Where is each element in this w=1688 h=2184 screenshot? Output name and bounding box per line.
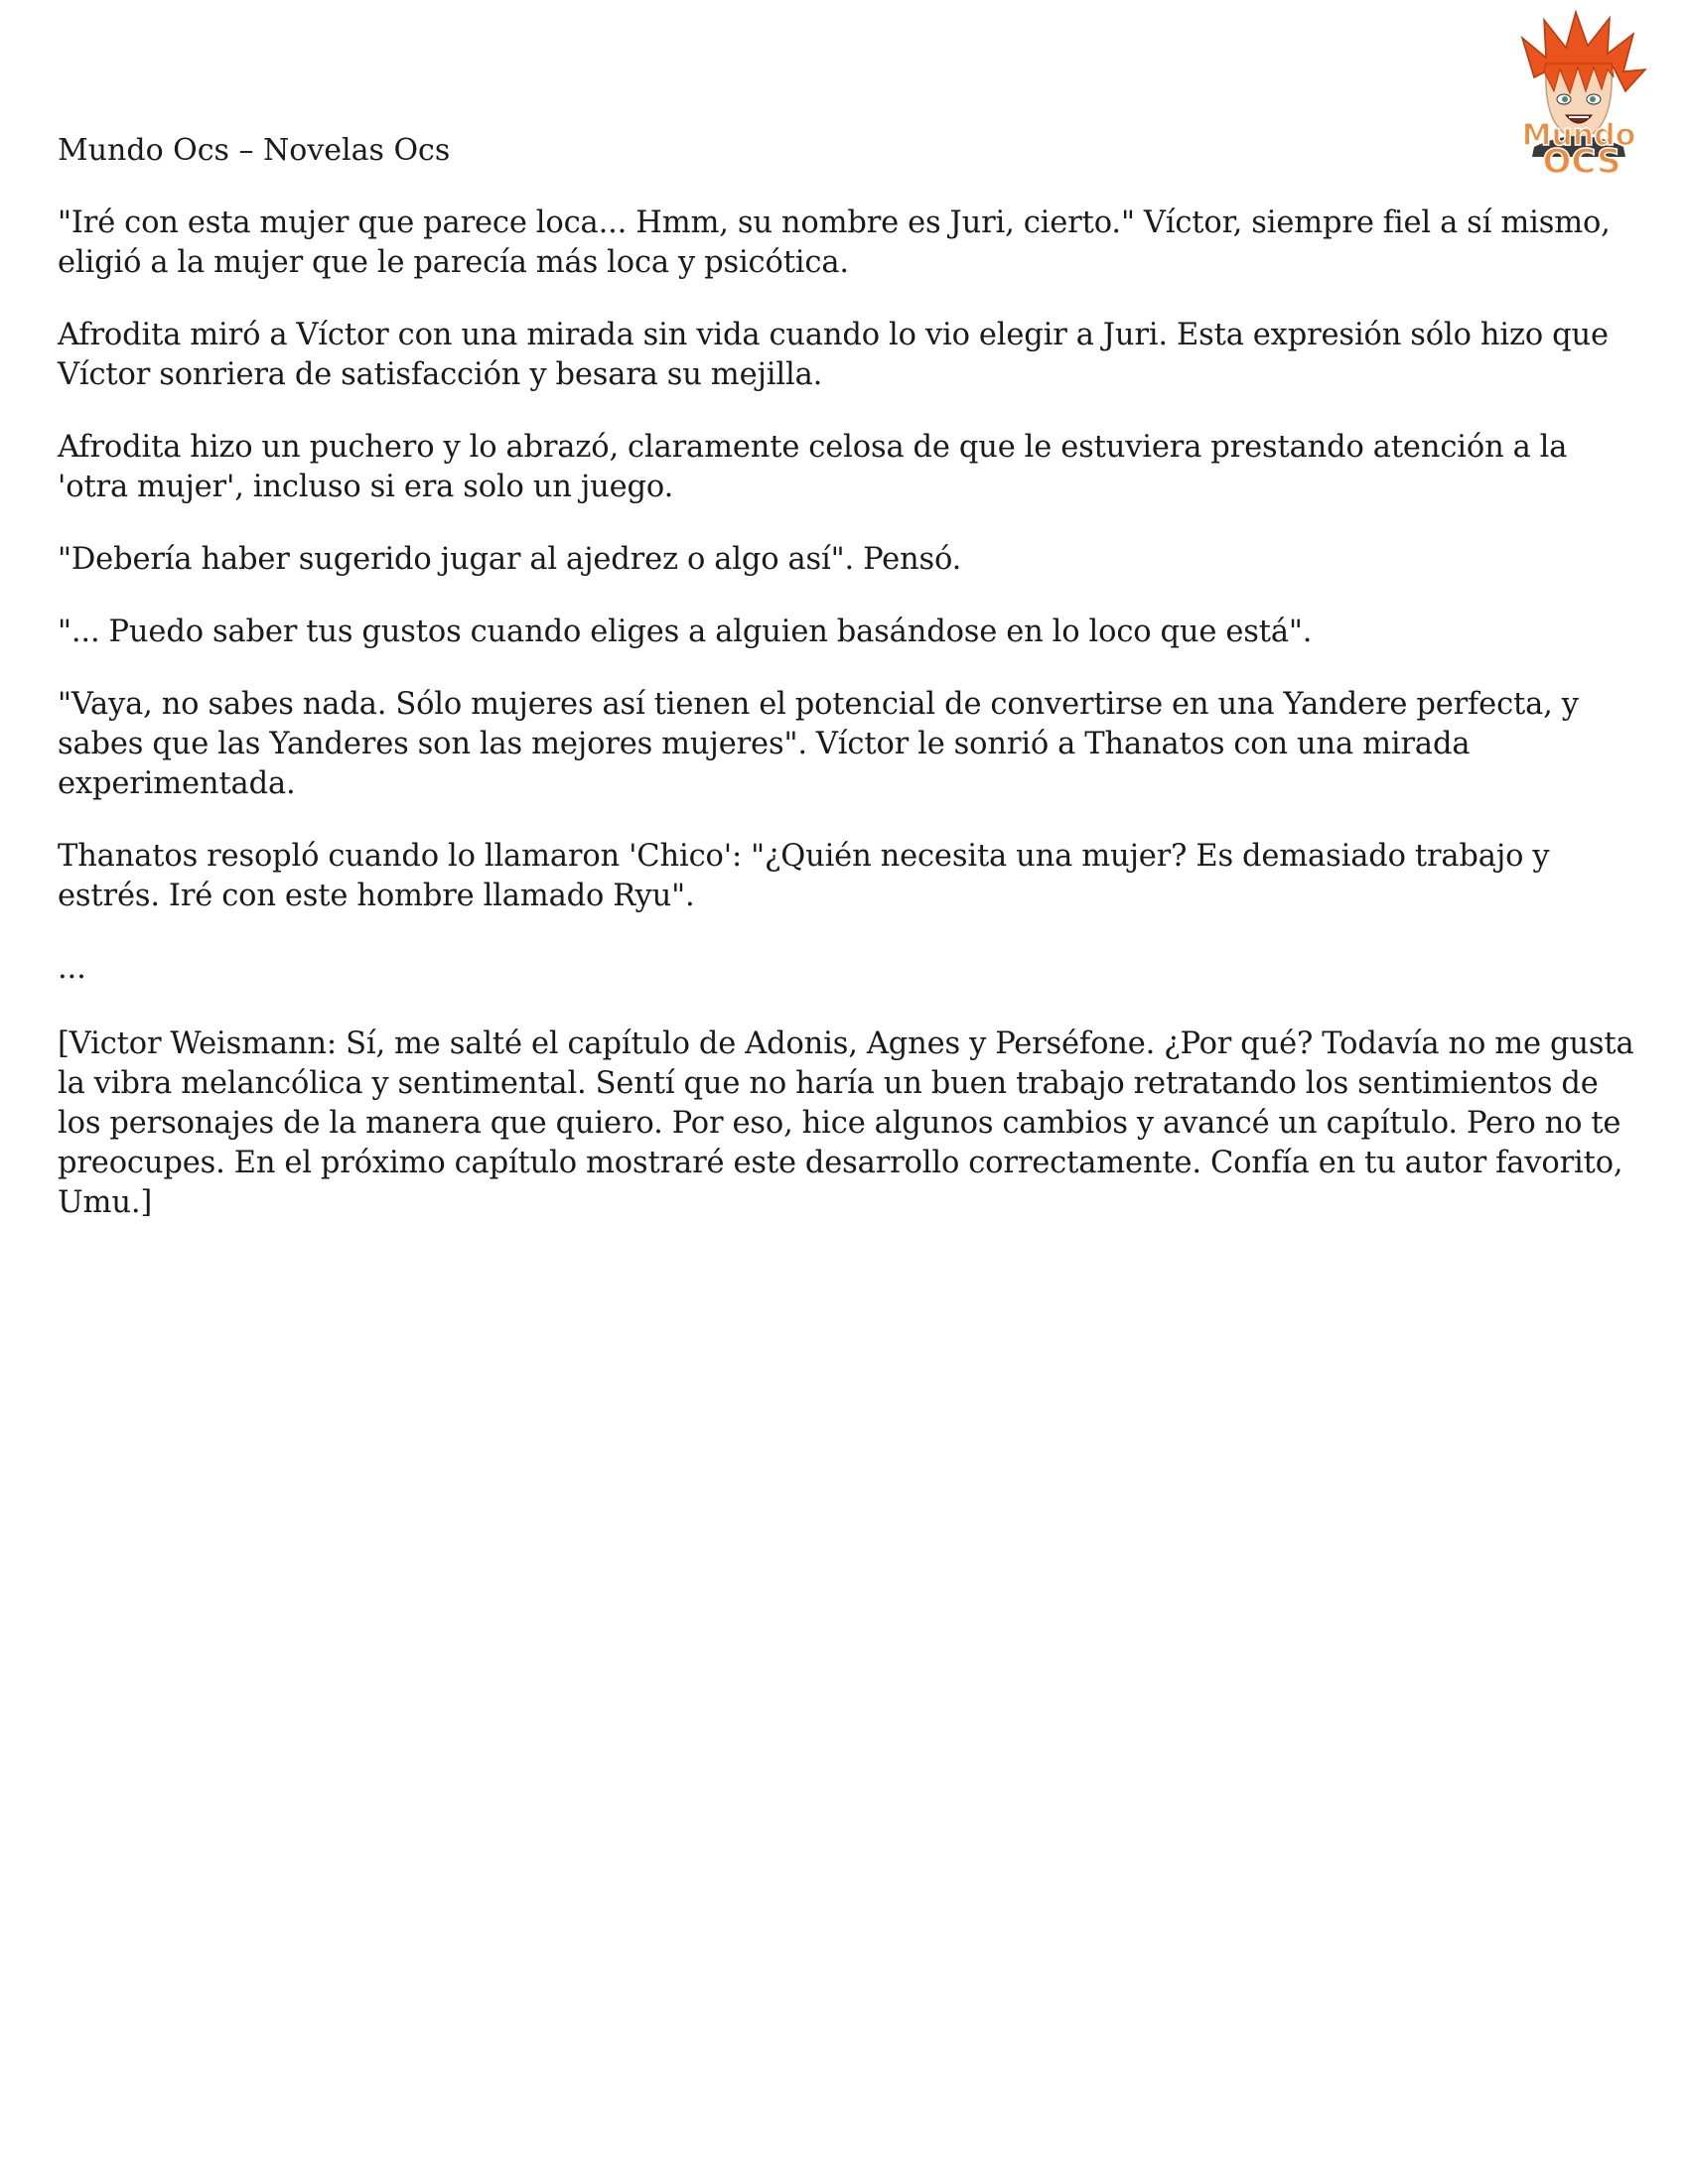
- logo-wordmark: [1522, 118, 1636, 182]
- mundo-ocs-logo: [1494, 8, 1663, 183]
- paragraph: "Iré con esta mujer que parece loca... Hmm, su nombre es Juri, cierto." Víctor, siempre fiel a sí mismo, eligió a la mujer que le parecía más loca y psicótica.: [58, 205, 1611, 280]
- paragraph: Afrodita hizo un puchero y lo abrazó, claramente celosa de que le estuviera prestando atención a la 'otra mujer', incluso si era solo un juego.: [58, 430, 1568, 504]
- site-title: Mundo Ocs – Novelas Ocs: [58, 133, 451, 168]
- author-note: [Victor Weismann: Sí, me salté el capítulo de Adonis, Agnes y Perséfone. ¿Por qué? Todavía no me gusta la vibra melancólica y sentimental. Sentí que no haría un buen trabajo retratando los sentimientos de los personajes de la manera que quiero. Por eso, hice algunos cambios y avancé un capítulo. Pero no te preocupes. En el próximo capítulo mostraré este desarrollo correctamente. Confía en tu autor favorito, Umu.]: [58, 1026, 1634, 1220]
- paragraph: "Vaya, no sabes nada. Sólo mujeres así tienen el potencial de convertirse en una Yandere perfecta, y sabes que las Yanderes son las mejores mujeres". Víctor le sonrió a Thanatos con una mirada experimentada.: [58, 687, 1579, 801]
- logo-text-line1: Mundo: [1521, 118, 1636, 153]
- logo-text-line2: OCS: [1542, 142, 1621, 182]
- paragraph: "Debería haber sugerido jugar al ajedrez o algo así". Pensó.: [58, 542, 962, 577]
- chapter-body: [58, 204, 1646, 1256]
- paragraph: Thanatos resopló cuando lo llamaron 'Chico': "¿Quién necesita una mujer? Es demasiado trabajo y estrés. Iré con este hombre llamado Ryu".: [58, 839, 1550, 913]
- scene-break: ...: [58, 951, 86, 986]
- paragraph: Afrodita miró a Víctor con una mirada sin vida cuando lo vio elegir a Juri. Esta expresión sólo hizo que Víctor sonriera de satisfacción y besara su mejilla.: [58, 318, 1609, 392]
- paragraph: "... Puedo saber tus gustos cuando eliges a alguien basándose en lo loco que está".: [58, 614, 1313, 649]
